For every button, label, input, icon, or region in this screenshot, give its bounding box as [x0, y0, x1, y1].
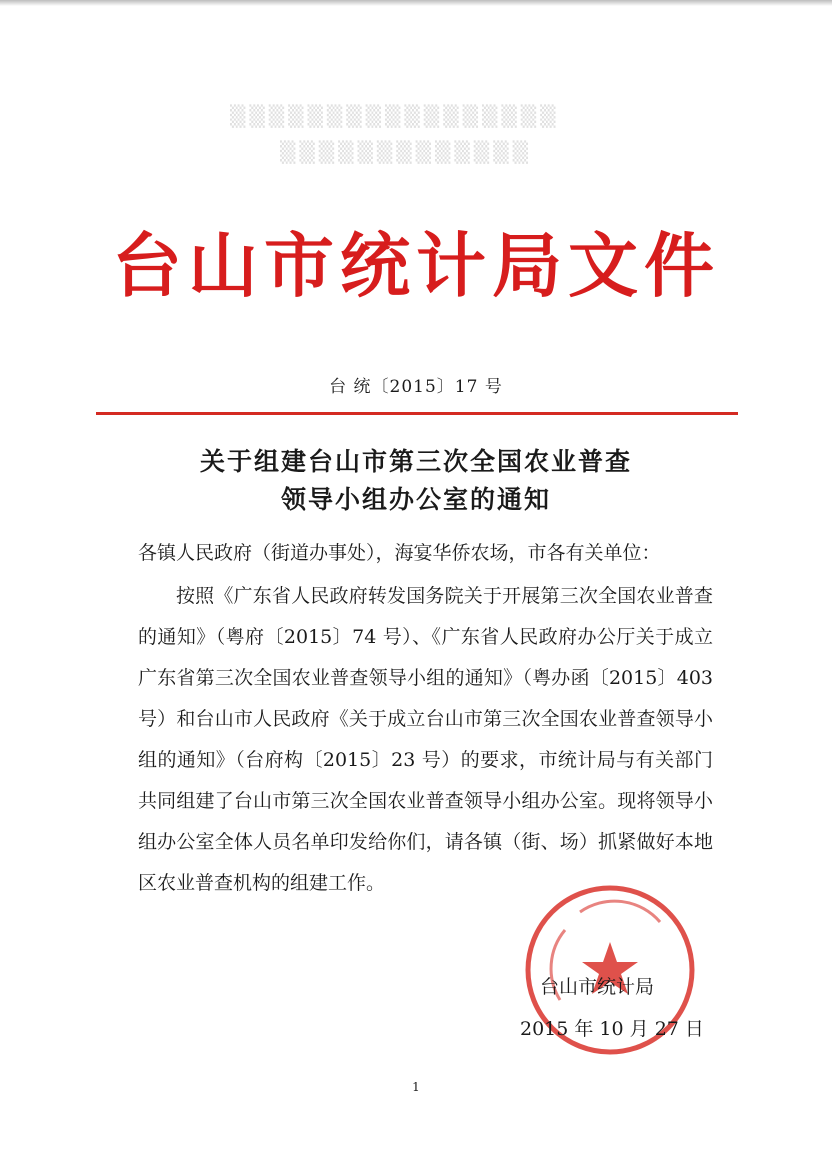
bleed-through-mark: ▒▒▒▒▒▒▒▒▒▒▒▒▒▒▒▒▒ [230, 104, 560, 128]
issue-date: 2015 年 10 月 27 日 [520, 1018, 704, 1040]
scan-edge-shadow [0, 0, 832, 6]
red-divider-rule [96, 412, 738, 415]
page-number: 1 [412, 1080, 420, 1094]
issuing-organization: 台山市统计局 [540, 976, 655, 998]
document-number: 台 统〔2015〕17 号 [329, 377, 503, 397]
body-paragraph: 按照《广东省人民政府转发国务院关于开展第三次全国农业普查的通知》（粤府〔2015〕74 号）、《广东省人民政府办公厅关于成立广东省第三次全国农业普查领导小组的通知》（粤办函〔2015〕403 号）和台山市人民政府《关于成立台山市第三次全国农业普查领导小组的通知》（台府构〔2015〕23 号）的要求，市统计局与有关部门共同组建了台山市第三次全国农业普查领导小组办公室。现将领导小组办公室全体人员名单印发给你们，请各镇（街、场）抓紧做好本地区农业普查机构的组建工作。 [138, 585, 713, 894]
notice-title-line-2: 领导小组办公室的通知 [280, 485, 551, 514]
bleed-through-mark: ▒▒▒▒▒▒▒▒▒▒▒▒▒ [280, 140, 532, 164]
document-header-title: 台山市统计局文件 [112, 225, 720, 307]
salutation: 各镇人民政府（街道办事处），海宴华侨农场，市各有关单位： [138, 542, 661, 564]
notice-title-line-1: 关于组建台山市第三次全国农业普查 [199, 447, 632, 476]
